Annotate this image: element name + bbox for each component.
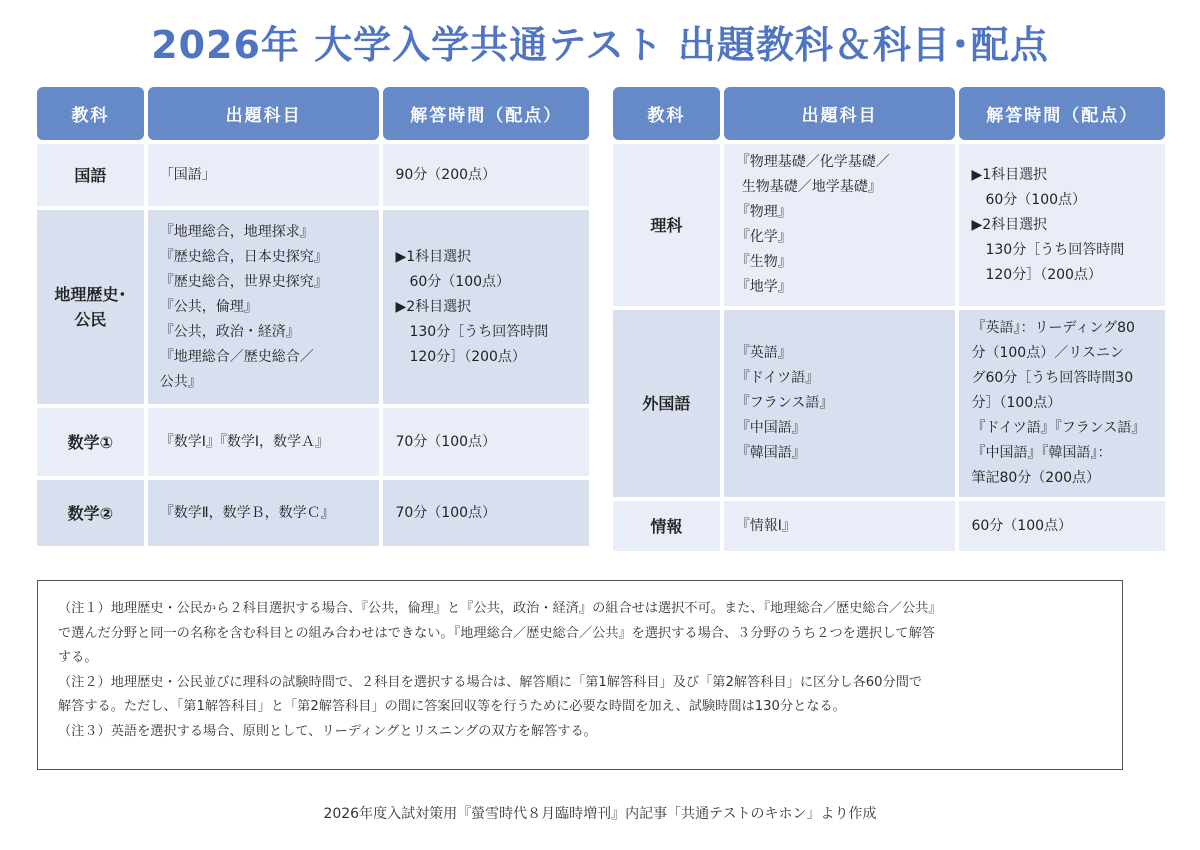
cell-line: 情報 (650, 516, 683, 536)
time-cell (383, 408, 589, 476)
time-cell (959, 144, 1165, 306)
cell-line: 分］（100点） (971, 395, 1062, 411)
cell-line: 『歴史総合，世界史探究』 (159, 273, 328, 290)
cell-line: 『中国語』『韓国語』： (971, 445, 1112, 461)
cell-line: 『物理基礎／化学基礎／ (735, 154, 890, 170)
cell-line: グ60分［うち回答時間30 (971, 370, 1134, 386)
time-cell (383, 144, 589, 206)
cell-line: 公共』 (159, 373, 202, 390)
page-title: 2026年 大学入学共通テスト 出題教科＆科目･配点 (151, 23, 1049, 67)
cell-line: 90分（200点） (395, 166, 497, 183)
cell-line: 70分（100点） (395, 504, 497, 521)
time-cell (383, 480, 589, 546)
note-line: 解答する。ただし、「第1解答科目」と「第2解答科目」の間に答案回収等を行うために必要な時間を加え、試験時間は130分となる。 (58, 699, 846, 714)
cell-line: 『ドイツ語』『フランス語』 (971, 420, 1146, 436)
cell-line: 60分（100点） (985, 191, 1087, 208)
courses-cell (724, 501, 956, 551)
cell-line: 数学① (67, 432, 114, 452)
cell-line: 『地理総合／歴史総合／ (159, 348, 314, 365)
cell-line: 外国語 (642, 394, 691, 413)
courses-cell (724, 310, 956, 497)
source-credit: 2026年度入試対策用『螢雪時代８月臨時増刊』内記事「共通テストのキホン」より作成 (323, 806, 877, 822)
row-joho (613, 501, 1165, 551)
header-subject: 教科 (613, 87, 720, 140)
courses-cell (148, 210, 380, 404)
cell-line: 『公共，政治・経済』 (159, 323, 300, 340)
header-time: 解答時間（配点） (959, 87, 1165, 140)
cell-line: 70分（100点） (395, 433, 497, 450)
cell-line: 『ドイツ語』 (735, 370, 820, 386)
cell-line: 「国語」 (159, 166, 216, 183)
subject-cell (37, 210, 144, 404)
right-header-row (613, 87, 1165, 140)
note-line: する。 (58, 650, 98, 665)
subject-cell (613, 144, 720, 306)
cell-line: 『歴史総合，日本史探究』 (159, 248, 328, 265)
cell-line: 60分（100点） (971, 517, 1073, 534)
cell-line: ▶1科目選択 (971, 166, 1048, 183)
courses-cell (148, 408, 380, 476)
subject-cell (37, 144, 144, 206)
cell-line: 公民 (74, 310, 107, 329)
courses-cell (148, 144, 380, 206)
note-line: で選んだ分野と同一の名称を含む科目との組み合わせはできない。『地理総合／歴史総合／公共』を選択する場合、３分野のうち２つを選択して解答 (58, 625, 935, 641)
cell-line: 130分［うち回答時間 (985, 241, 1125, 258)
cell-line: 地理歴史･ (54, 285, 127, 304)
courses-cell (724, 144, 956, 306)
cell-line: 『公共，倫理』 (159, 298, 258, 315)
left-header-row (37, 87, 589, 140)
row-math2 (37, 480, 589, 546)
cell-line: ▶2科目選択 (971, 216, 1048, 233)
note-line: （注２）地理歴史・公民並びに理科の試験時間で、２科目を選択する場合は、解答順に「第1解答科目」及び「第2解答科目」に区分し各60分間で (58, 674, 923, 690)
subject-cell (613, 501, 720, 551)
cell-line: 『生物』 (735, 254, 792, 270)
cell-line: 『数学Ⅱ，数学Ｂ，数学Ｃ』 (159, 504, 335, 521)
cell-line: 『地学』 (735, 279, 792, 295)
notes-box (37, 580, 1123, 770)
cell-line: ▶1科目選択 (395, 248, 472, 265)
cell-line: 『情報Ⅰ』 (735, 517, 796, 534)
left-table (33, 83, 593, 550)
cell-line: 『地理総合，地理探求』 (159, 223, 314, 240)
header-time: 解答時間（配点） (383, 87, 589, 140)
cell-line: 『中国語』 (735, 420, 806, 436)
cell-line: 筆記80分（200点） (971, 470, 1101, 486)
courses-cell (148, 480, 380, 546)
header-courses: 出題科目 (724, 87, 956, 140)
cell-line: 数学② (67, 503, 114, 523)
cell-line: 130分［うち回答時間 (409, 323, 549, 340)
cell-line: 『物理』 (735, 204, 792, 220)
cell-line: 120分］（200点） (409, 348, 526, 365)
row-chireki (37, 210, 589, 404)
cell-line: 国語 (74, 165, 107, 185)
time-cell (959, 310, 1165, 497)
time-cell (383, 210, 589, 404)
row-rika (613, 144, 1165, 306)
subject-cell (37, 480, 144, 546)
cell-line: 『フランス語』 (735, 395, 834, 411)
row-gaikokugo (613, 310, 1165, 497)
cell-line: 分（100点）／リスニン (971, 345, 1124, 361)
cell-line: 『化学』 (735, 229, 792, 245)
cell-line: 120分］（200点） (985, 266, 1102, 283)
cell-line: 『英語』：リーディング80 (971, 320, 1135, 336)
cell-line: 生物基礎／地学基礎』 (741, 179, 882, 195)
time-cell (959, 501, 1165, 551)
subject-cell (37, 408, 144, 476)
row-kokugo (37, 144, 589, 206)
header-subject: 教科 (37, 87, 144, 140)
right-table (609, 83, 1169, 555)
cell-line: ▶2科目選択 (395, 298, 472, 315)
cell-line: 『英語』 (735, 345, 792, 361)
cell-line: 『数学Ⅰ』『数学Ⅰ，数学Ａ』 (159, 433, 330, 450)
note-line: （注１）地理歴史・公民から２科目選択する場合、『公共，倫理』と『公共，政治・経済』の組合せは選択不可。また、『地理総合／歴史総合／公共』 (58, 601, 942, 616)
cell-line: 60分（100点） (409, 273, 511, 290)
header-courses: 出題科目 (148, 87, 380, 140)
cell-line: 理科 (650, 215, 683, 235)
note-line: （注３）英語を選択する場合、原則として、リーディングとリスニングの双方を解答する。 (58, 723, 597, 739)
subject-cell (613, 310, 720, 497)
cell-line: 『韓国語』 (735, 445, 806, 461)
row-math1 (37, 408, 589, 476)
